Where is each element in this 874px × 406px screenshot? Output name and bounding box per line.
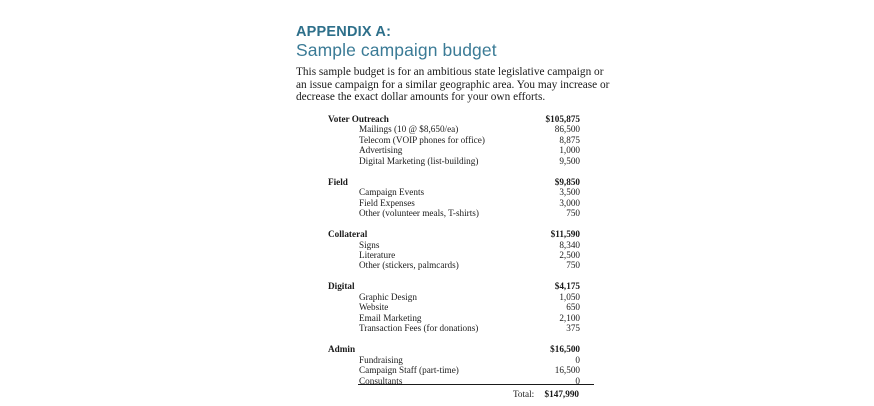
budget-line-item — [328, 302, 580, 312]
section-name: Digital — [328, 281, 355, 292]
section-header-row — [328, 344, 580, 354]
line-item-amount: 1,000 — [559, 145, 580, 156]
line-item-label: Consultants — [359, 375, 403, 386]
section-header-row — [328, 177, 580, 187]
budget-line-item — [328, 124, 580, 134]
line-item-label: Telecom (VOIP phones for office) — [359, 134, 485, 145]
line-item-amount: 0 — [575, 354, 580, 365]
total-label: Total: — [512, 389, 535, 399]
line-item-label: Signs — [359, 239, 380, 250]
line-item-label: Field Expenses — [359, 197, 415, 208]
line-item-label: Email Marketing — [359, 312, 422, 323]
budget-line-item — [328, 365, 580, 375]
line-item-amount: 2,100 — [559, 312, 580, 323]
section-header-row — [328, 114, 580, 124]
line-item-label: Other (volunteer meals, T-shirts) — [359, 208, 479, 219]
budget-line-item — [328, 198, 580, 208]
section-name: Collateral — [328, 229, 368, 240]
line-item-label: Fundraising — [359, 354, 403, 365]
section-spacer — [328, 334, 580, 345]
section-total: $16,500 — [550, 344, 580, 355]
line-item-label: Literature — [359, 250, 396, 260]
line-item-amount: 8,340 — [559, 239, 580, 250]
line-item-label: Digital Marketing (list-building) — [359, 155, 479, 166]
line-item-label: Other (stickers, palmcards) — [359, 260, 459, 271]
budget-line-item — [328, 145, 580, 155]
line-item-label: Graphic Design — [359, 291, 417, 302]
line-item-amount: 0 — [575, 375, 580, 386]
line-item-label: Transaction Fees (for donations) — [359, 323, 479, 334]
section-total: $4,175 — [554, 281, 580, 292]
line-item-amount: 9,500 — [559, 155, 580, 166]
line-item-amount: 650 — [566, 302, 580, 313]
section-name: Voter Outreach — [328, 114, 389, 124]
budget-line-item — [328, 292, 580, 302]
line-item-amount: 3,500 — [559, 187, 580, 198]
intro-line: This sample budget is for an ambitious state legislative campaign or — [296, 66, 604, 78]
budget-line-item — [328, 323, 580, 333]
budget-line-item — [328, 250, 580, 260]
section-total: $9,850 — [554, 176, 580, 187]
budget-section-admin — [328, 344, 580, 386]
line-item-amount: 375 — [566, 323, 580, 334]
budget-line-item — [328, 355, 580, 365]
budget-section-collateral — [328, 229, 580, 271]
section-spacer — [328, 166, 580, 177]
total-value: $147,990 — [544, 389, 579, 399]
budget-section-voter-outreach — [328, 114, 580, 166]
section-header-row — [328, 281, 580, 291]
line-item-label: Website — [359, 302, 389, 313]
appendix-title: APPENDIX A: — [296, 24, 392, 40]
line-item-amount: 750 — [566, 208, 580, 219]
line-item-amount: 750 — [566, 260, 580, 271]
budget-table — [328, 114, 580, 386]
budget-section-field — [328, 177, 580, 219]
budget-line-item — [328, 313, 580, 323]
line-item-amount: 8,875 — [559, 134, 580, 145]
budget-line-item — [328, 240, 580, 250]
section-spacer — [328, 271, 580, 282]
line-item-label: Campaign Staff (part-time) — [359, 365, 459, 376]
line-item-amount: 3,000 — [559, 197, 580, 208]
intro-line: an issue campaign for a similar geographic area. You may increase or — [296, 78, 610, 91]
section-spacer — [328, 219, 580, 230]
line-item-label: Campaign Events — [359, 187, 425, 198]
section-name: Admin — [328, 344, 356, 355]
line-item-amount: 16,500 — [554, 365, 580, 376]
section-header-row — [328, 229, 580, 239]
line-item-amount: 86,500 — [554, 124, 580, 135]
line-item-label: Mailings (10 @ $8,650/ea) — [359, 124, 459, 135]
budget-line-item — [328, 208, 580, 218]
budget-total-row — [513, 389, 579, 399]
total-divider — [358, 384, 594, 385]
budget-line-item — [328, 156, 580, 166]
section-name: Field — [328, 176, 348, 187]
budget-line-item — [328, 260, 580, 270]
section-total: $105,875 — [545, 114, 580, 124]
appendix-subtitle: Sample campaign budget — [296, 40, 497, 60]
section-total: $11,590 — [550, 229, 580, 240]
line-item-amount: 1,050 — [559, 291, 580, 302]
intro-line: decrease the exact dollar amounts for your own efforts. — [296, 91, 546, 104]
budget-section-digital — [328, 281, 580, 333]
line-item-label: Advertising — [359, 145, 403, 156]
budget-line-item — [328, 135, 580, 145]
intro-paragraph — [296, 66, 626, 104]
line-item-amount: 2,500 — [559, 250, 580, 260]
budget-line-item — [328, 187, 580, 197]
